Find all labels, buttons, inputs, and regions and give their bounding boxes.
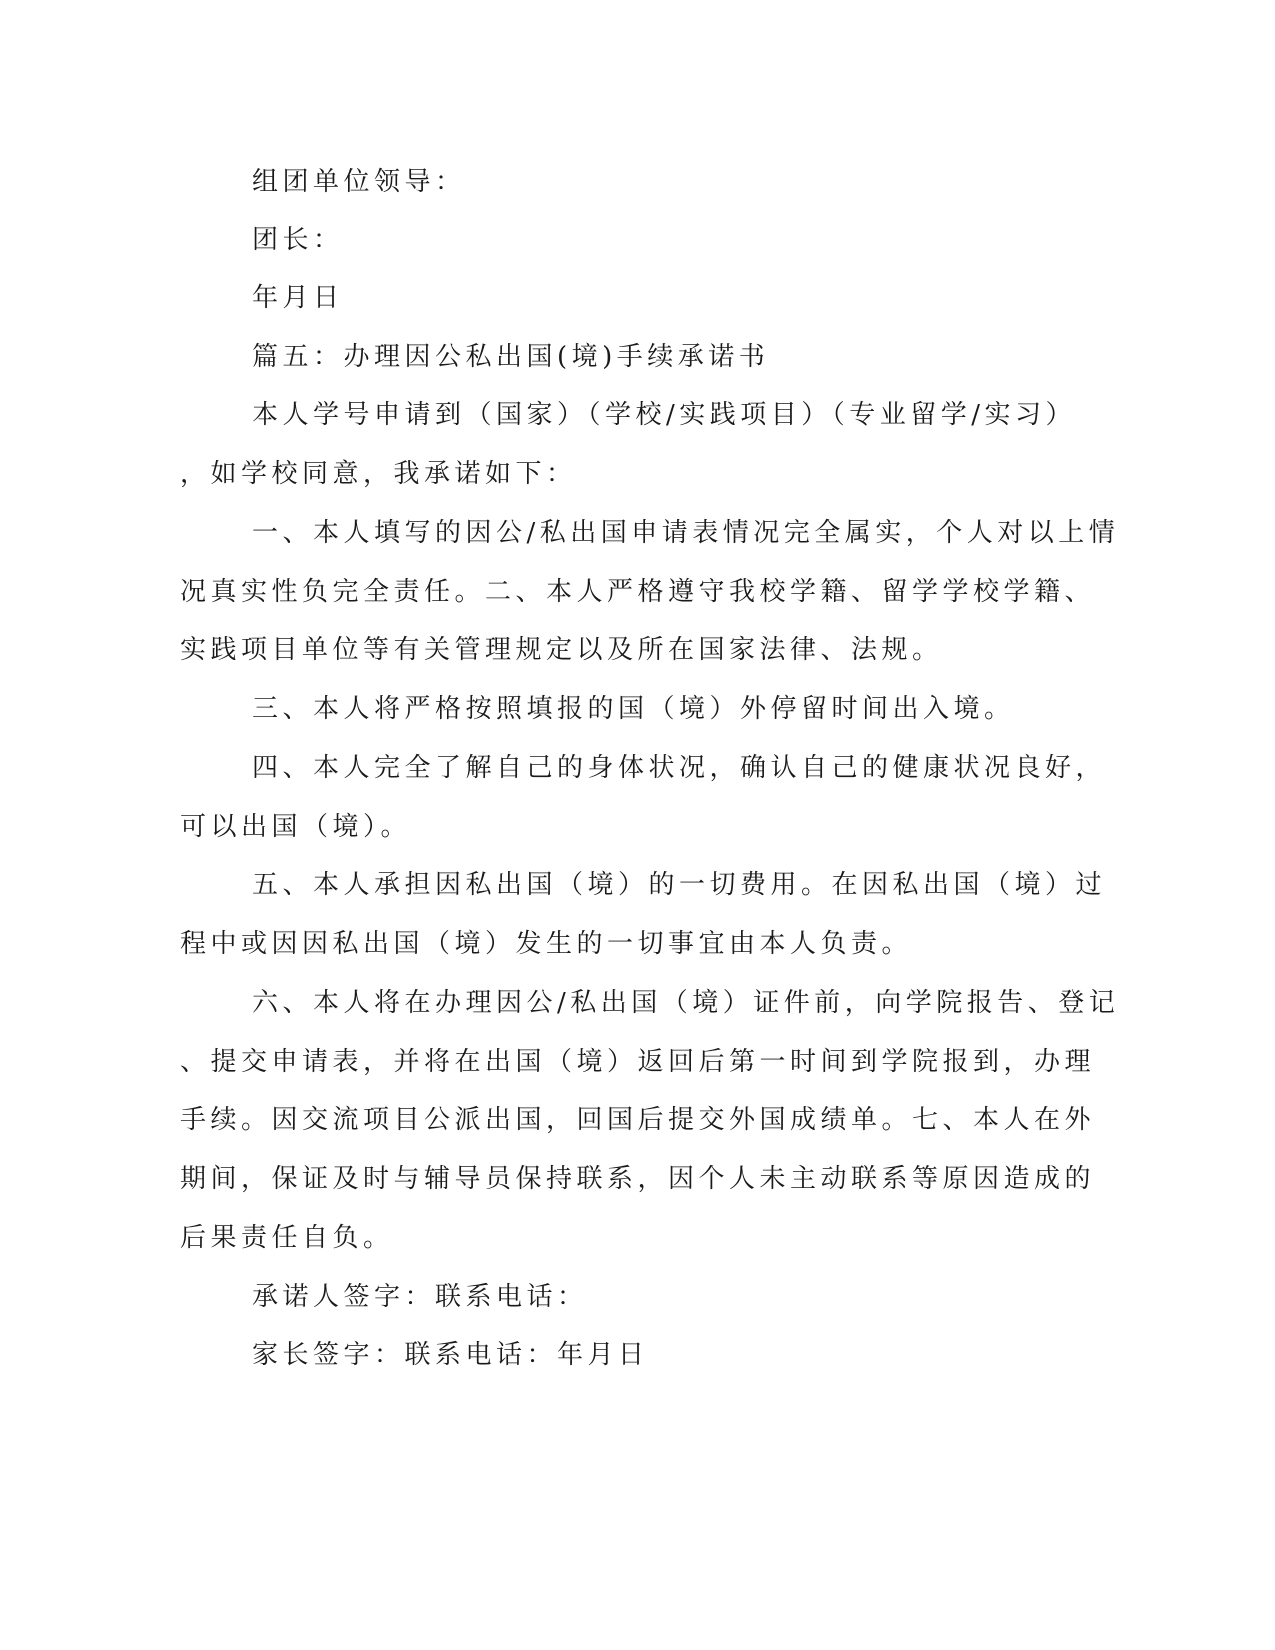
text-line: 团长： bbox=[252, 225, 344, 255]
text-line: 一、本人填写的因公/私出国申请表情况完全属实，个人对以上情 bbox=[252, 518, 1120, 548]
text-line: 程中或因因私出国（境）发生的一切事宜由本人负责。 bbox=[180, 929, 913, 959]
text-line: 后果责任自负。 bbox=[180, 1223, 394, 1253]
text-line: 五、本人承担因私出国（境）的一切费用。在因私出国（境）过 bbox=[252, 870, 1107, 900]
text-line: 、提交申请表，并将在出国（境）返回后第一时间到学院报到，办理 bbox=[180, 1047, 1096, 1077]
text-line: 年月日 bbox=[252, 283, 344, 313]
text-line: 实践项目单位等有关管理规定以及所在国家法律、法规。 bbox=[180, 635, 943, 665]
text-line: 手续。因交流项目公派出国，回国后提交外国成绩单。七、本人在外 bbox=[180, 1105, 1096, 1135]
text-line: 本人学号申请到（国家）（学校/实践项目）（专业留学/实习） bbox=[252, 400, 1077, 430]
text-line: 六、本人将在办理因公/私出国（境）证件前，向学院报告、登记 bbox=[252, 988, 1120, 1018]
text-line: 况真实性负完全责任。二、本人严格遵守我校学籍、留学学校学籍、 bbox=[180, 577, 1096, 607]
section-heading: 篇五：办理因公私出国(境)手续承诺书 bbox=[252, 342, 770, 372]
text-line: 三、本人将严格按照填报的国（境）外停留时间出入境。 bbox=[252, 694, 1015, 724]
text-line: 可以出国（境）。 bbox=[180, 812, 412, 842]
text-line: 组团单位领导： bbox=[252, 167, 466, 197]
text-line: 四、本人完全了解自己的身体状况，确认自己的健康状况良好， bbox=[252, 753, 1107, 783]
signature-line: 承诺人签字：联系电话： bbox=[252, 1282, 588, 1312]
signature-line: 家长签字：联系电话：年月日 bbox=[252, 1340, 649, 1370]
text-line: ，如学校同意，我承诺如下： bbox=[180, 459, 577, 489]
text-line: 期间，保证及时与辅导员保持联系，因个人未主动联系等原因造成的 bbox=[180, 1164, 1096, 1194]
